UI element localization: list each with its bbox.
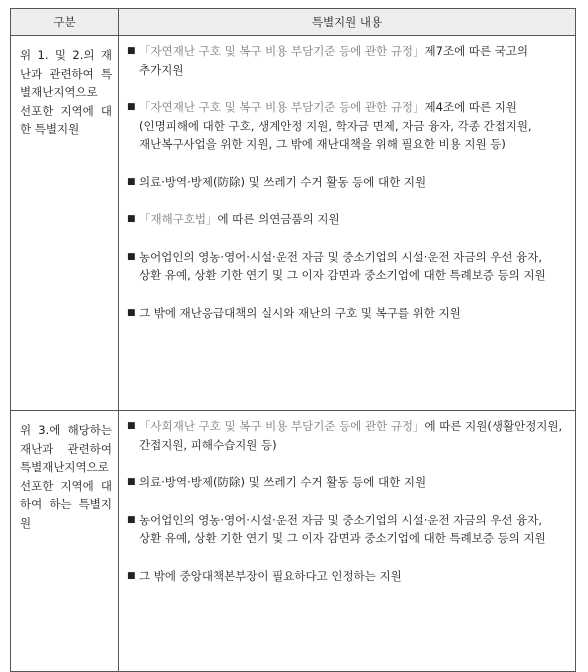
law-reference: 「자연재난 구호 및 복구 비용 부담기준 등에 관한 규정」: [139, 100, 425, 114]
header-support-content: 특별지원 내용: [119, 9, 576, 36]
support-items: [119, 36, 576, 411]
table-header-row: [11, 9, 576, 36]
item-text: 그 밖에 중앙대책본부장이 필요하다고 인정하는 지원: [139, 568, 402, 583]
list-item: [127, 567, 567, 586]
square-bullet-icon: ■: [127, 514, 136, 525]
table-row: [11, 36, 576, 411]
law-reference: 「자연재난 구호 및 복구 비용 부담기준 등에 관한 규정」: [139, 44, 425, 58]
list-item: [127, 210, 567, 229]
item-text: 제4조에 따른 지원(인명피해에 대한 구호, 생계안정 지원, 학자금 면제, 자금 융자, 각종 간접지원, 재난복구사업을 위한 지원, 그 밖에 재난대책을 위해 필요한 비용 지원 등): [139, 100, 532, 151]
table-row: [11, 411, 576, 672]
square-bullet-icon: ■: [127, 477, 136, 487]
list-item: [127, 511, 567, 548]
square-bullet-icon: ■: [127, 421, 136, 431]
item-text: 농어업인의 영농·영어·시설·운전 자금 및 중소기업의 시설·운전 자금의 우선 융자, 상환 유예, 상환 기한 연기 및 그 이자 감면과 중소기업에 대한 특례보증 등의 지원: [139, 512, 546, 545]
item-text: 의료·방역·방제(防除) 및 쓰레기 수거 활동 등에 대한 지원: [139, 475, 427, 489]
row-category: 위 1. 및 2.의 재난과 관련하여 특별재난지역으로 선포한 지역에 대한 특별지원: [11, 36, 119, 411]
law-reference: 「사회재난 구호 및 복구 비용 부담기준 등에 관한 규정」: [139, 419, 425, 433]
square-bullet-icon: ■: [127, 214, 136, 224]
list-item: [127, 173, 567, 192]
item-text: 농어업인의 영농·영어·시설·운전 자금 및 중소기업의 시설·운전 자금의 우선 융자, 상환 유예, 상환 기한 연기 및 그 이자 감면과 중소기업에 대한 특례보증 등의 지원: [139, 249, 546, 282]
square-bullet-icon: ■: [127, 307, 136, 318]
square-bullet-icon: ■: [127, 46, 136, 56]
row-category: 위 3.에 해당하는 재난과 관련하여 특별재난지역으로 선포한 지역에 대하여 하는 특별지원: [11, 411, 119, 672]
list-item: [127, 473, 567, 492]
square-bullet-icon: ■: [127, 102, 136, 112]
item-text: 에 따른 의연금품의 지원: [217, 212, 340, 226]
square-bullet-icon: ■: [127, 251, 136, 262]
square-bullet-icon: ■: [127, 176, 136, 187]
header-category: 구분: [11, 9, 119, 36]
list-item: [127, 417, 567, 454]
law-reference: 「재해구호법」: [139, 212, 218, 226]
item-text: 제7조에 따른 국고의 추가지원: [139, 44, 529, 77]
item-text: 그 밖에 재난응급대책의 실시와 재난의 구호 및 복구를 위한 지원: [139, 305, 461, 320]
support-items: [119, 411, 576, 672]
item-text: 의료·방역·방제(防除) 및 쓰레기 수거 활동 등에 대한 지원: [139, 174, 427, 189]
list-item: [127, 248, 567, 285]
list-item: [127, 304, 567, 323]
list-item: [127, 98, 567, 154]
special-support-table: [10, 8, 576, 672]
list-item: [127, 42, 567, 79]
square-bullet-icon: ■: [127, 570, 136, 581]
item-text: 에 따른 지원(생활안정지원, 간접지원, 피해수습지원 등): [139, 419, 563, 452]
